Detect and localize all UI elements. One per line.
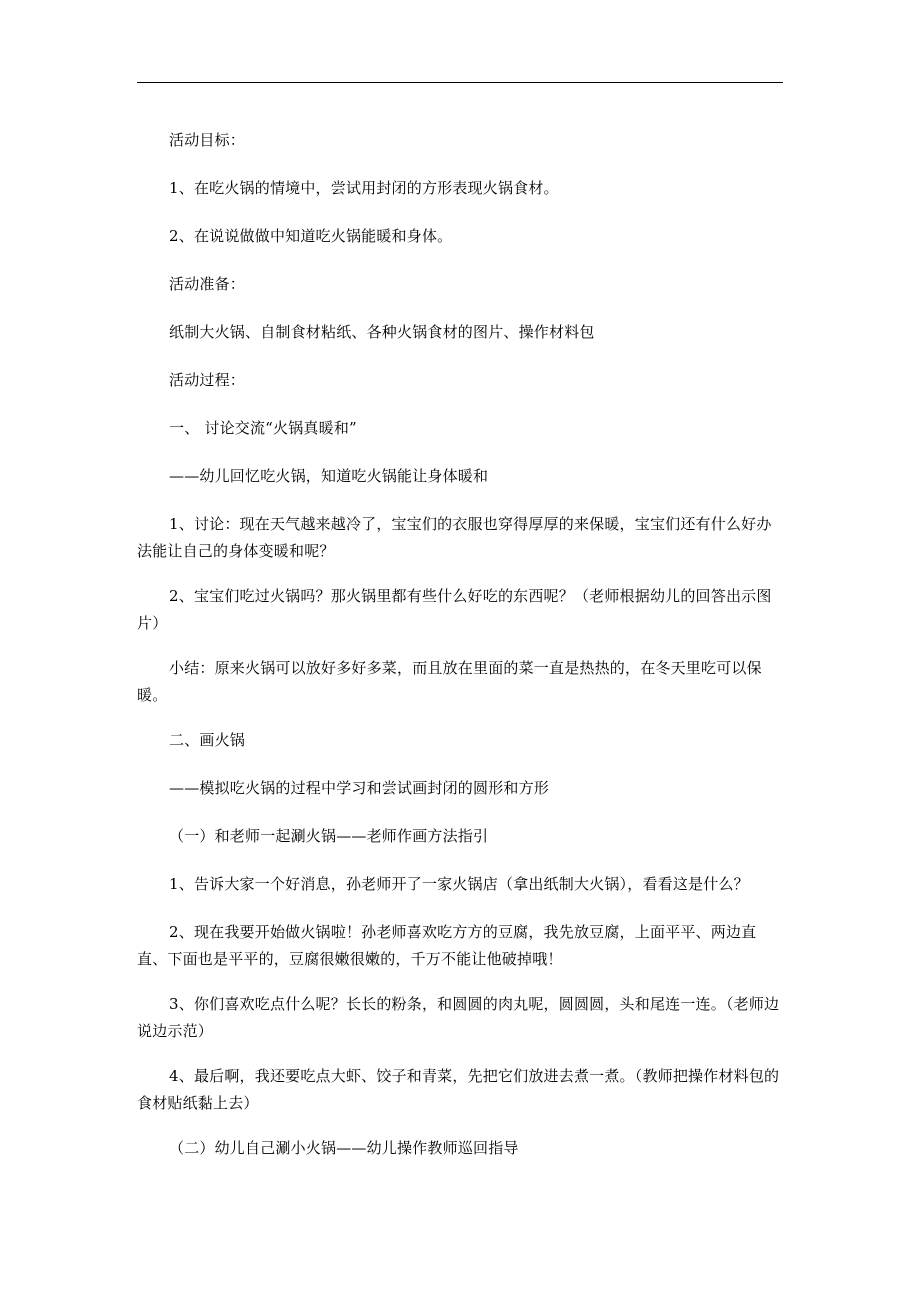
section-1-title: 一、 讨论交流“火锅真暖和” — [169, 419, 357, 437]
section-1-step-1: 1、讨论：现在天气越来越冷了，宝宝们的衣服也穿得厚厚的来保暖，宝宝们还有什么好办法能让自己的身体变暖和呢？ — [137, 515, 772, 560]
heading-activity-goals: 活动目标： — [169, 131, 246, 149]
preparation-materials: 纸制大火锅、自制食材粘纸、各种火锅食材的图片、操作材料包 — [169, 323, 595, 341]
section-2-title: 二、画火锅 — [169, 731, 246, 749]
heading-activity-process: 活动过程： — [169, 371, 246, 389]
subsection-1-title: （一）和老师一起涮火锅——老师作画方法指引 — [169, 827, 489, 845]
section-1-summary: 小结：原来火锅可以放好多好多菜，而且放在里面的菜一直是热热的，在冬天里吃可以保暖。 — [137, 659, 762, 704]
subsection-1-step-1: 1、告诉大家一个好消息，孙老师开了一家火锅店（拿出纸制大火锅），看看这是什么？ — [169, 875, 749, 893]
goal-item-2: 2、在说说做做中知道吃火锅能暖和身体。 — [169, 227, 453, 245]
section-1-subtitle: ——幼儿回忆吃火锅，知道吃火锅能让身体暖和 — [169, 467, 489, 485]
subsection-2-title: （二）幼儿自己涮小火锅——幼儿操作教师巡回指导 — [169, 1139, 519, 1157]
subsection-1-step-4: 4、最后啊，我还要吃点大虾、饺子和青菜，先把它们放进去煮一煮。（教师把操作材料包的食材贴纸黏上去） — [137, 1067, 780, 1112]
subsection-1-step-3: 3、你们喜欢吃点什么呢？长长的粉条，和圆圆的肉丸呢，圆圆圆，头和尾连一连。（老师边说边示范） — [137, 995, 780, 1040]
section-2-subtitle: ——模拟吃火锅的过程中学习和尝试画封闭的圆形和方形 — [169, 779, 550, 797]
section-1-step-2: 2、宝宝们吃过火锅吗？那火锅里都有些什么好吃的东西呢？（老师根据幼儿的回答出示图片） — [137, 587, 772, 632]
heading-activity-preparation: 活动准备： — [169, 275, 246, 293]
goal-item-1: 1、在吃火锅的情境中，尝试用封闭的方形表现火锅食材。 — [169, 179, 559, 197]
header-rule — [137, 82, 783, 83]
subsection-1-step-2: 2、现在我要开始做火锅啦！孙老师喜欢吃方方的豆腐，我先放豆腐，上面平平、两边直直、下面也是平平的，豆腐很嫩很嫩的，千万不能让他破掉哦！ — [137, 923, 757, 968]
